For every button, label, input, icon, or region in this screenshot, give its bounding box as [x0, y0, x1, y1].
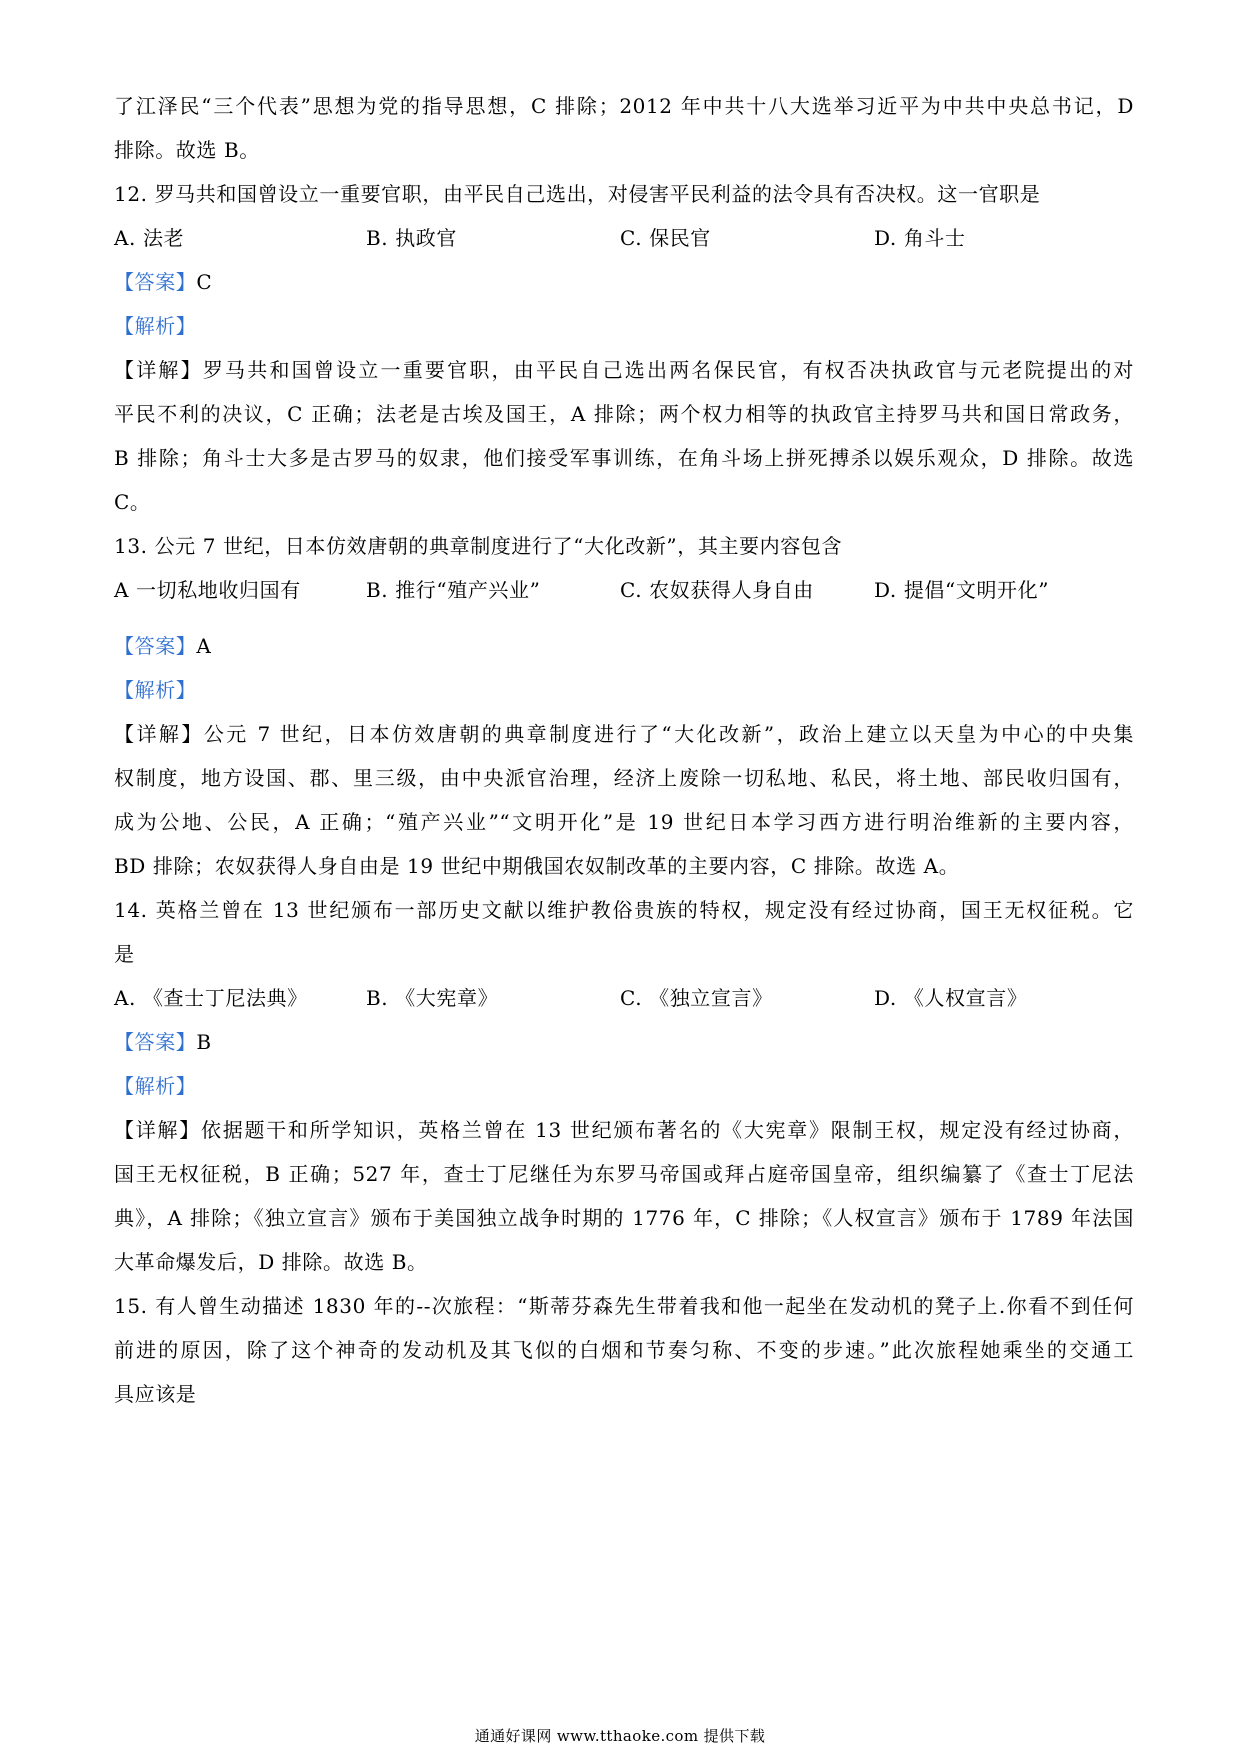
- q13-detail-line-4: BD 排除；农奴获得人身自由是 19 世纪中期俄国农奴制改革的主要内容，C 排除。故选 A。: [114, 854, 960, 878]
- q14-analysis: [114, 1072, 1134, 1100]
- q12-option-d: D. 角斗士: [874, 226, 966, 250]
- q14-option-d: D. 《人权宣言》: [874, 986, 1028, 1010]
- q13-option-b: B. 推行“殖产兴业”: [366, 578, 541, 602]
- q12-stem: 12. 罗马共和国曾设立一重要官职，由平民自己选出，对侵害平民利益的法令具有否决权。这一官职是: [114, 182, 1041, 206]
- answer-value: A: [196, 634, 212, 658]
- answer-tag: 【答案】: [114, 634, 197, 658]
- q13-stem: 13. 公元 7 世纪，日本仿效唐朝的典章制度进行了“大化改新”，其主要内容包含: [114, 534, 843, 558]
- q13-detail-line-3: 成为公地、公民，A 正确；“殖产兴业”“文明开化”是 19 世纪日本学习西方进行明治维新的主要内容，: [114, 810, 1134, 834]
- q12-detail-line-2: 平民不利的决议，C 正确；法老是古埃及国王，A 排除；两个权力相等的执政官主持罗马共和国日常政务，: [114, 402, 1134, 426]
- analysis-tag: 【解析】: [114, 314, 197, 338]
- detail-text: 依据题干和所学知识，英格兰曾在 13 世纪颁布著名的《大宪章》限制王权，规定没有经过协商，: [200, 1118, 1134, 1142]
- q14-option-c: C. 《独立宣言》: [620, 986, 773, 1010]
- q12-analysis: [114, 312, 1134, 340]
- detail-tag: 【详解】: [114, 358, 203, 382]
- q14-detail-line-1: [114, 1116, 1134, 1144]
- q13-options: [114, 576, 1134, 604]
- q13-option-a: A 一切私地收归国有: [114, 578, 301, 602]
- q14-answer: [114, 1028, 1134, 1056]
- q13-option-c: C. 农奴获得人身自由: [620, 578, 814, 602]
- q14-options: [114, 984, 1134, 1012]
- q12-option-c: C. 保民官: [620, 226, 711, 250]
- q14-option-b: B. 《大宪章》: [366, 986, 499, 1010]
- answer-value: B: [196, 1030, 212, 1054]
- q13-analysis: [114, 676, 1134, 704]
- q12-options: [114, 224, 1134, 252]
- q12-detail-line-1: [114, 356, 1134, 384]
- q15-stem-line-2: 前进的原因，除了这个神奇的发动机及其飞似的白烟和节奏匀称、不变的步速。”此次旅程她乘坐的交通工: [114, 1338, 1134, 1362]
- analysis-tag: 【解析】: [114, 678, 197, 702]
- q12-detail-line-3: B 排除；角斗士大多是古罗马的奴隶，他们接受军事训练，在角斗场上拼死搏杀以娱乐观众，D 排除。故选: [114, 446, 1134, 470]
- q13-detail-line-2: 权制度，地方设国、郡、里三级，由中央派官治理，经济上废除一切私地、私民，将土地、部民收归国有，: [114, 766, 1134, 790]
- q12-detail-line-4: C。: [114, 490, 151, 514]
- q14-option-a: A. 《查士丁尼法典》: [114, 986, 308, 1010]
- q14-stem-line-1: 14. 英格兰曾在 13 世纪颁布一部历史文献以维护教俗贵族的特权，规定没有经过协商，国王无权征税。它: [114, 898, 1134, 922]
- q12-answer: [114, 268, 1134, 296]
- detail-tag: 【详解】: [114, 1118, 201, 1142]
- answer-tag: 【答案】: [114, 1030, 197, 1054]
- q13-detail-line-1: [114, 720, 1134, 748]
- continuation-line-1: 了江泽民“三个代表”思想为党的指导思想，C 排除；2012 年中共十八大选举习近平为中共中央总书记，D: [114, 94, 1134, 118]
- page-footer: 通通好课网 www.tthaoke.com 提供下载: [474, 1727, 766, 1745]
- q12-option-b: B. 执政官: [366, 226, 458, 250]
- q14-detail-line-4: 大革命爆发后，D 排除。故选 B。: [114, 1250, 428, 1274]
- q15-stem-line-3: 具应该是: [114, 1382, 197, 1406]
- detail-text: 罗马共和国曾设立一重要官职，由平民自己选出两名保民官，有权否决执政官与元老院提出的对: [202, 358, 1134, 382]
- q15-stem-line-1: 15. 有人曾生动描述 1830 年的--次旅程：“斯蒂芬森先生带着我和他一起坐在发动机的凳子上.你看不到任何: [114, 1294, 1134, 1318]
- q12-option-a: A. 法老: [114, 226, 185, 250]
- q14-detail-line-2: 国王无权征税，B 正确；527 年，查士丁尼继任为东罗马帝国或拜占庭帝国皇帝，组织编纂了《查士丁尼法: [114, 1162, 1134, 1186]
- q13-option-d: D. 提倡“文明开化”: [874, 578, 1050, 602]
- detail-tag: 【详解】: [114, 722, 204, 746]
- detail-text: 公元 7 世纪，日本仿效唐朝的典章制度进行了“大化改新”，政治上建立以天皇为中心的中央集: [203, 722, 1134, 746]
- answer-tag: 【答案】: [114, 270, 197, 294]
- answer-value: C: [196, 270, 213, 294]
- analysis-tag: 【解析】: [114, 1074, 197, 1098]
- q14-detail-line-3: 典》，A 排除；《独立宣言》颁布于美国独立战争时期的 1776 年，C 排除；《人权宣言》颁布于 1789 年法国: [114, 1206, 1134, 1230]
- continuation-line-2: 排除。故选 B。: [114, 138, 260, 162]
- q13-answer: [114, 632, 1134, 660]
- q14-stem-line-2: 是: [114, 942, 135, 966]
